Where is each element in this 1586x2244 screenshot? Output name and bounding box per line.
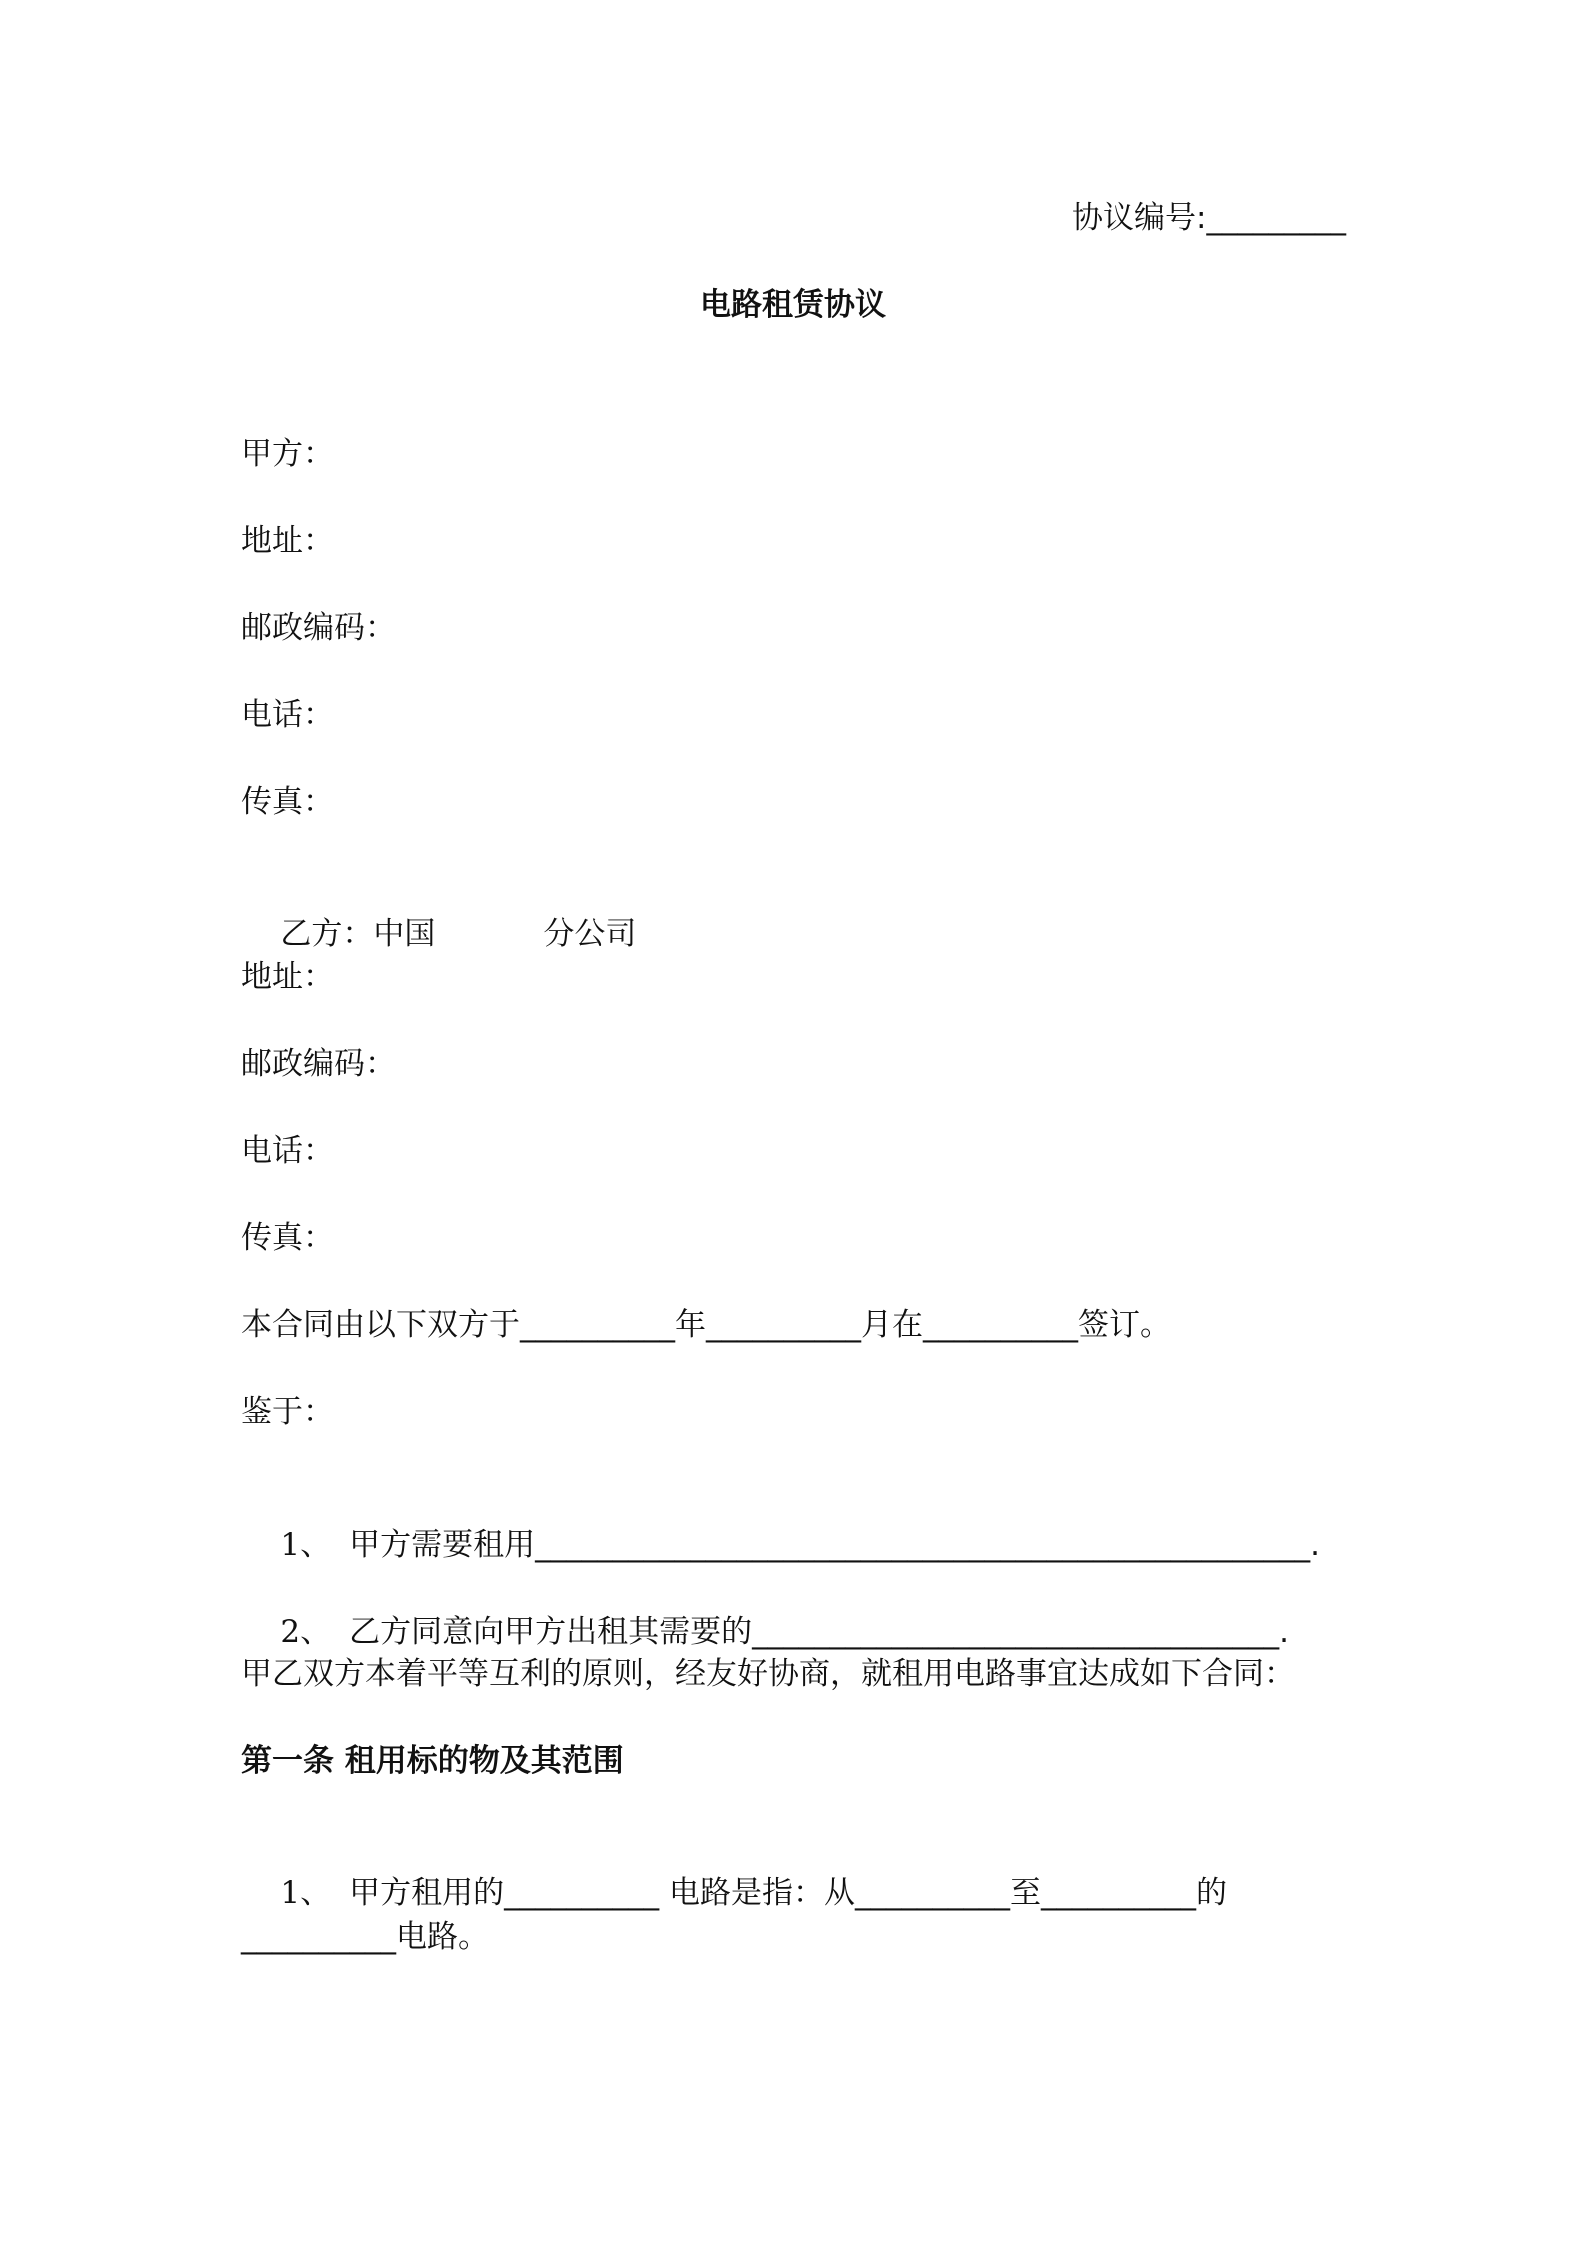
party-b-phone: 电话： [241, 1133, 334, 1169]
party-b-fax: 传真： [241, 1220, 334, 1256]
recital-1-text: 甲方需要租用__________________________________________________. [349, 1527, 1321, 1563]
party-a-label: 甲方： [241, 436, 334, 472]
party-b-address: 地址： [241, 959, 334, 995]
clause-1-number: 1、 [280, 1875, 332, 1911]
party-a-address: 地址： [241, 523, 334, 559]
recital-1-number: 1、 [280, 1527, 332, 1563]
whereas-label: 鉴于： [241, 1394, 334, 1430]
party-a-fax: 传真： [241, 784, 334, 820]
recital-2-number: 2、 [280, 1614, 332, 1650]
document-title: 电路租赁协议 [700, 287, 886, 323]
party-a-phone: 电话： [241, 697, 334, 733]
recital-2-text: 乙方同意向甲方出租其需要的__________________________________. [349, 1614, 1290, 1650]
party-b-label: 乙方：中国 [280, 916, 436, 952]
party-b-postcode: 邮政编码： [241, 1046, 396, 1082]
agreement-number: 协议编号:_________ [1072, 200, 1346, 236]
clause-1-text: 甲方租用的__________ 电路是指：从__________至__________的 [349, 1875, 1228, 1911]
clause-1-continuation: __________电路。 [241, 1919, 489, 1955]
agreement-intro: 甲乙双方本着平等互利的原则，经友好协商，就租用电路事宜达成如下合同： [241, 1656, 1295, 1692]
signing-line: 本合同由以下双方于__________年__________月在__________签订。 [241, 1307, 1171, 1343]
party-a-postcode: 邮政编码： [241, 610, 396, 646]
party-b-branch: 分公司 [543, 916, 637, 952]
article-1-title: 第一条 租用标的物及其范围 [241, 1743, 624, 1779]
